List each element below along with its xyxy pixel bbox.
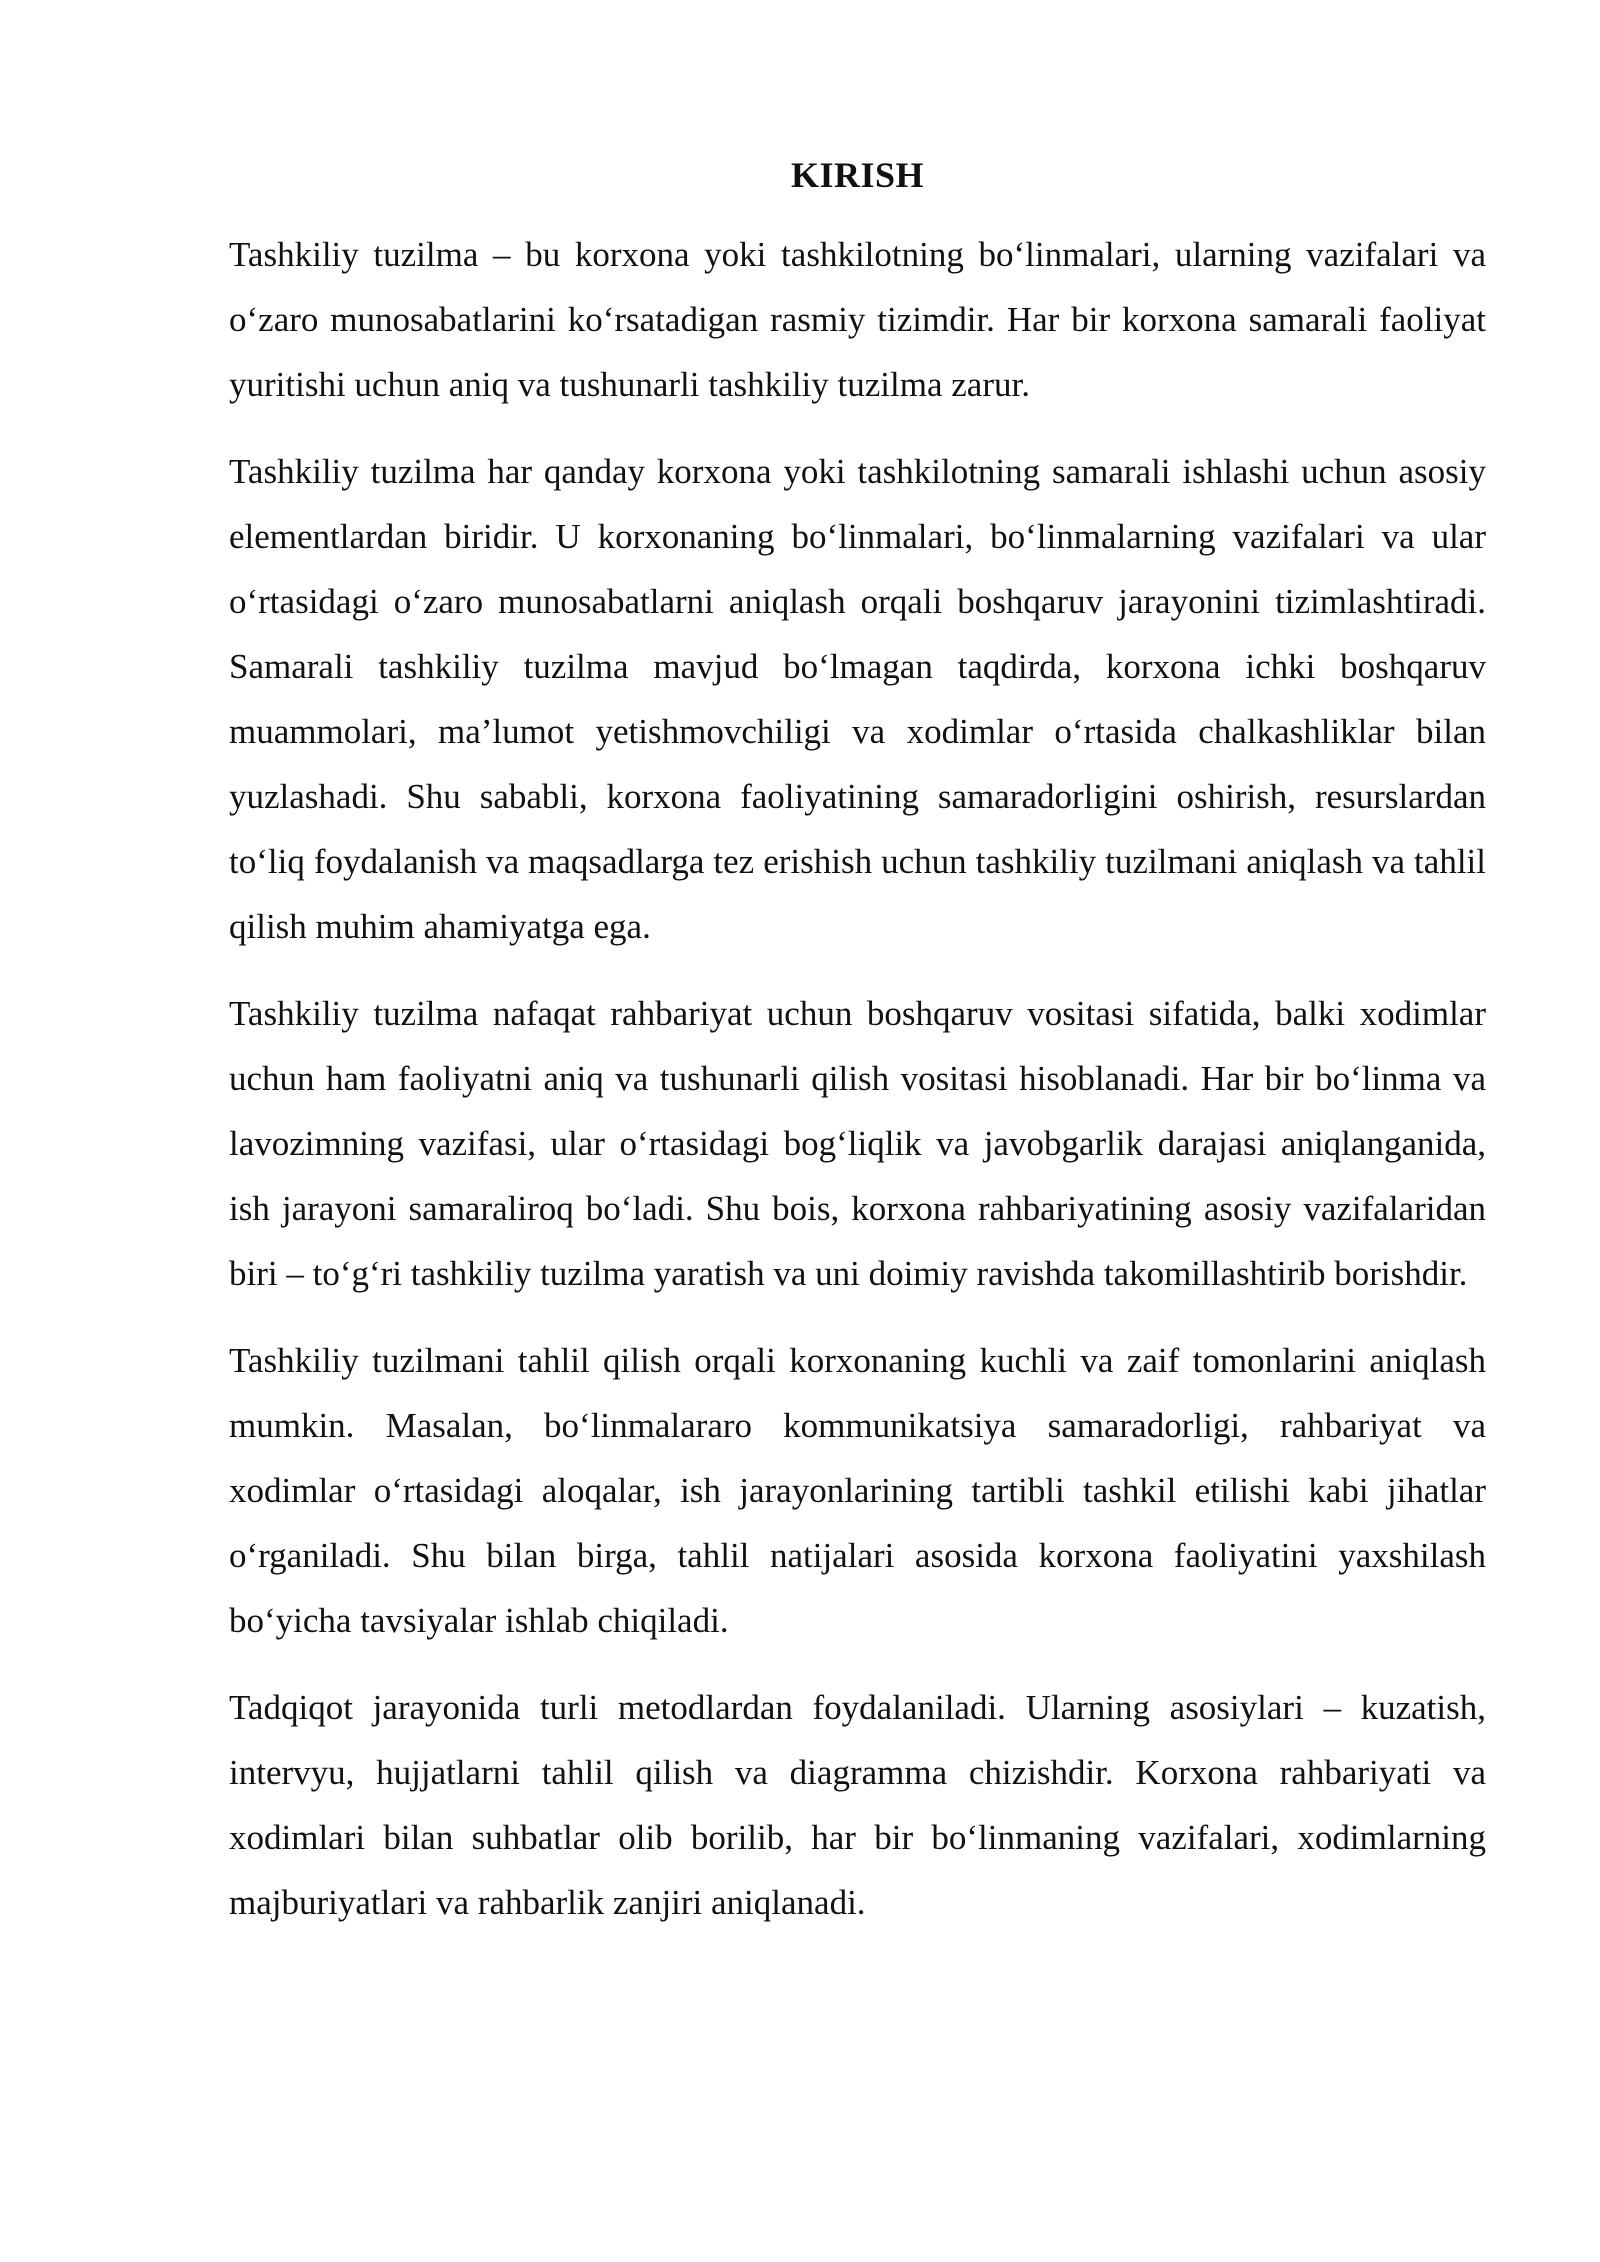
paragraph-3: Tashkiliy tuzilma nafaqat rahbariyat uchun boshqaruv vositasi sifatida, balki xodimlar uchun ham faoliyatni aniq va tushunarli qilish vositasi hisoblanadi. Har bir bo‘linma va lavozimning vazifasi, ular o‘rtasidagi bog‘liqlik va javobgarlik darajasi aniqlanganida, ish jarayoni samaraliroq bo‘ladi. Shu bois, korxona rahbariyatining asosiy vazifalaridan biri – to‘g‘ri tashkiliy tuzilma yaratish va uni doimiy ravishda takomillashtirib borishdir. xyxy=(229,994,1486,1293)
paragraph-5: Tadqiqot jarayonida turli metodlardan foydalaniladi. Ularning asosiylari – kuzatish, intervyu, hujjatlarni tahlil qilish va diagramma chizishdir. Korxona rahbariyati va xodimlari bilan suhbatlar olib borilib, har bir bo‘linmaning vazifalari, xodimlarning majburiyatlari va rahbarlik zanjiri aniqlanadi. xyxy=(229,1688,1486,1922)
page-title: KIRISH xyxy=(790,155,925,195)
paragraph-4: Tashkiliy tuzilmani tahlil qilish orqali korxonaning kuchli va zaif tomonlarini aniqlash mumkin. Masalan, bo‘linmalararo kommunikatsiya samaradorligi, rahbariyat va xodimlar o‘rtasidagi aloqalar, ish jarayonlarining tartibli tashkil etilishi kabi jihatlar o‘rganiladi. Shu bilan birga, tahlil natijalari asosida korxona faoliyatini yaxshilash bo‘yicha tavsiyalar ishlab chiqiladi. xyxy=(229,1341,1486,1640)
paragraph-2: Tashkiliy tuzilma har qanday korxona yoki tashkilotning samarali ishlashi uchun asosiy elementlardan biridir. U korxonaning bo‘linmalari, bo‘linmalarning vazifalari va ular o‘rtasidagi o‘zaro munosabatlarni aniqlash orqali boshqaruv jarayonini tizimlashtiradi. Samarali tashkiliy tuzilma mavjud bo‘lmagan taqdirda, korxona ichki boshqaruv muammolari, ma’lumot yetishmovchiligi va xodimlar o‘rtasida chalkashliklar bilan yuzlashadi. Shu sababli, korxona faoliyatining samaradorligini oshirish, resurslardan to‘liq foydalanish va maqsadlarga tez erishish uchun tashkiliy tuzilmani aniqlash va tahlil qilish muhim ahamiyatga ega. xyxy=(229,452,1486,946)
paragraph-1: Tashkiliy tuzilma – bu korxona yoki tashkilotning bo‘linmalari, ularning vazifalari va o‘zaro munosabatlarini ko‘rsatadigan rasmiy tizimdir. Har bir korxona samarali faoliyat yuritishi uchun aniq va tushunarli tashkiliy tuzilma zarur. xyxy=(229,235,1486,404)
document-page xyxy=(229,150,1486,1957)
